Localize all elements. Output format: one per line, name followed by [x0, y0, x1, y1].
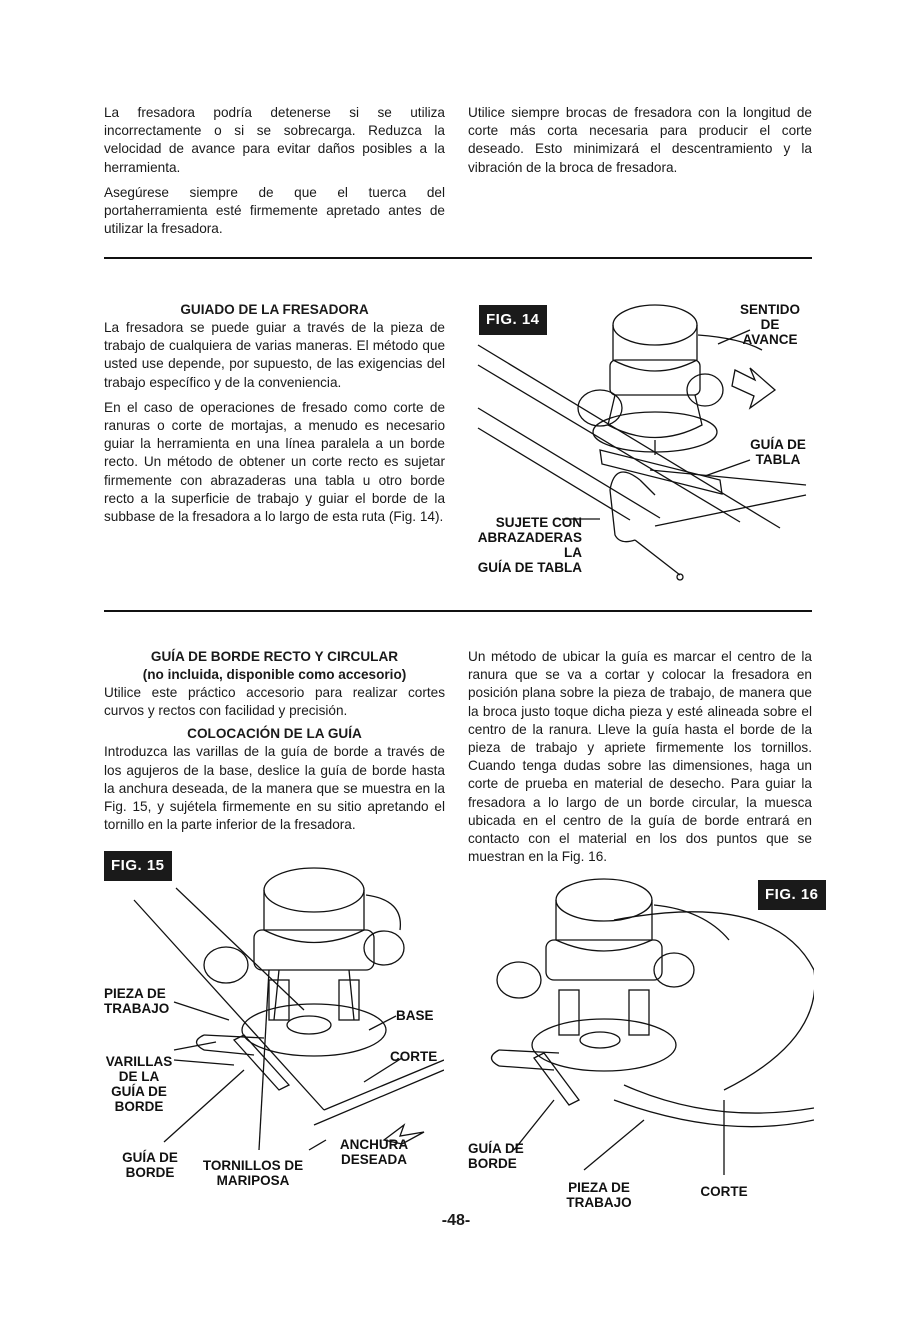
fig15-label-guia-borde: GUÍA DE BORDE — [122, 1150, 178, 1180]
divider-rule-1 — [104, 257, 812, 259]
fig15-label-anchura: ANCHURA DESEADA — [339, 1137, 409, 1167]
top-left-column — [104, 104, 445, 245]
fig16-label-pieza: PIEZA DE TRABAJO — [566, 1180, 632, 1210]
fig14-tag: FIG. 14 — [479, 305, 547, 335]
borde-column — [104, 648, 445, 841]
fig14-label-guia-tabla: GUÍA DE TABLA — [750, 437, 806, 467]
guiado-paragraph-1: La fresadora se puede guiar a través de la pieza de trabajo de cualquiera de varias maneras. El método que usted use depende, por supuesto, de las exigencias del trabajo específico y de la conveniencia. — [104, 320, 445, 390]
paragraph-bits: Utilice siempre brocas de fresadora con la longitud de corte más corta necesaria para producir el corte deseado. Esto minimizará el descentramiento y la vibración de la broca de fresadora. — [468, 105, 812, 175]
divider-rule-2 — [104, 610, 812, 612]
guiado-paragraph-2: En el caso de operaciones de fresado como corte de ranuras o corte de mortajas, a menudo es necesario guiar la herramienta en una línea paralela a un borde recto. Un método de obtener un corte recto es sujetar firmemente con abrazaderas una tabla u otro borde recto a la superficie de trabajo y guiar el borde de la subbase de la fresadora a lo largo de esta ruta (Fig. 14). — [104, 399, 445, 525]
fig15-label-pieza: PIEZA DE TRABAJO — [104, 986, 170, 1016]
locating-guide-paragraph: Un método de ubicar la guía es marcar el centro de la ranura que se va a cortar y colocar la fresadora en posición plana sobre la pieza de trabajo, de manera que la broca justo toque dicha pieza y esté alineada sobre el centro de la ranura. Lleve la guía hasta el borde de la pieza de trabajo y apriete firmemente los tornillos. Cuando tenga dudas sobre las dimensiones, haga un corte de prueba en material de desecho. Para guiar la fresadora a lo largo de un borde circular, la muesca ubicada en el centro de la guía de borde entrará en contacto con el material en los dos puntos que se muestran en la Fig. 16. — [468, 649, 812, 865]
paragraph-collet: Asegúrese siempre de que el tuerca del portaherramienta esté firmemente apretado antes de utilizar la fresadora. — [104, 184, 445, 237]
guiado-column — [104, 301, 445, 533]
borde-paragraph-1: Utilice este práctico accesorio para realizar cortes curvos y rectos con facilidad y precisión. — [104, 685, 445, 719]
fig15-label-tornillos: TORNILLOS DE MARIPOSA — [202, 1158, 304, 1188]
borde-heading: GUÍA DE BORDE RECTO Y CIRCULAR — [150, 649, 399, 664]
fig16-label-corte: CORTE — [700, 1184, 748, 1199]
borde-subheading: (no incluida, disponible como accesorio) — [142, 667, 407, 682]
guiado-heading: GUIADO DE LA FRESADORA — [180, 302, 369, 317]
fig15-label-base: BASE — [396, 1008, 434, 1023]
page-number: -48- — [441, 1212, 471, 1229]
colocacion-heading: COLOCACIÓN DE LA GUÍA — [187, 726, 362, 742]
fig16-tag: FIG. 16 — [758, 880, 826, 910]
fig15-tag: FIG. 15 — [104, 851, 172, 881]
colocacion-paragraph: Introduzca las varillas de la guía de borde a través de los agujeros de la base, deslice la guía de borde hasta la anchura deseada, de la manera que se muestra en la Fig. 15, y sujétela firmemente en su sitio apretando el tornillo en la parte inferior de la fresadora. — [104, 744, 445, 833]
fig15-label-varillas: VARILLAS DE LA GUÍA DE BORDE — [105, 1054, 173, 1114]
fig16-label-guia-borde: GUÍA DE BORDE — [468, 1141, 524, 1171]
fig14-label-sujete: SUJETE CON ABRAZADERAS LA GUÍA DE TABLA — [477, 515, 582, 575]
top-right-column — [468, 104, 812, 184]
fig15-label-corte: CORTE — [390, 1049, 438, 1064]
right-column — [468, 648, 812, 873]
paragraph-overload: La fresadora podría detenerse si se utiliza incorrectamente o si se sobrecarga. Reduzca la velocidad de avance para evitar daños posibles a la herramienta. — [104, 105, 445, 175]
fig14-label-sentido: SENTIDO DE AVANCE — [739, 302, 800, 347]
